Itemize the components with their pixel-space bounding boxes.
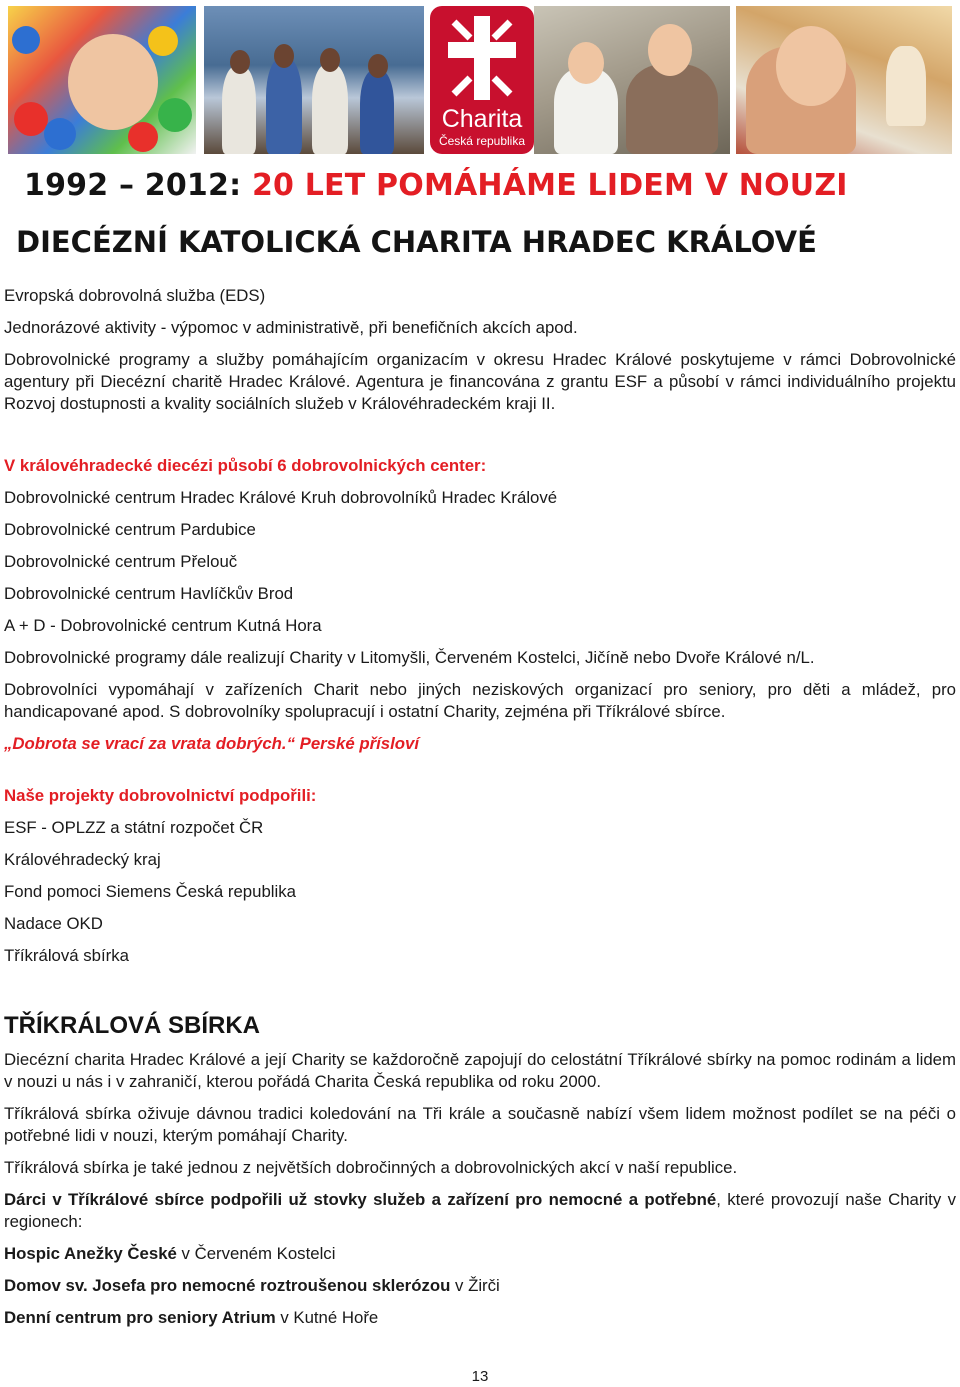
intro-line: Jednorázové aktivity - výpomoc v administrativě, při benefičních akcích apod. bbox=[4, 318, 578, 337]
facility-name: Domov sv. Josefa pro nemocné roztroušenou sklerózou bbox=[4, 1276, 451, 1295]
trikralova-paragraph: Tříkrálová sbírka je také jednou z největších dobročinných a dobrovolnických akcí v naší republice. bbox=[4, 1158, 738, 1177]
supporter-item: ESF - OPLZZ a státní rozpočet ČR bbox=[4, 818, 264, 837]
facility-name: Hospic Anežky České bbox=[4, 1244, 177, 1263]
logo-name: Charita bbox=[441, 105, 523, 133]
facility-name: Denní centrum pro seniory Atrium bbox=[4, 1308, 276, 1327]
center-item: Dobrovolnické centrum Havlíčkův Brod bbox=[4, 584, 294, 603]
trikralova-paragraph: Tříkrálová sbírka oživuje dávnou tradici koledování na Tři krále a současně nabízí všem lidem možnost podílet se na péči o potřebné lidi v nouzi, kterým pomáhají Charity. bbox=[4, 1104, 956, 1145]
headline-tagline: 20 LET POMÁHÁME LIDEM V NOUZI bbox=[251, 168, 848, 203]
intro-paragraph: Dobrovolnické programy a služby pomáhajícím organizacím v okresu Hradec Králové poskytujeme v rámci Dobrovolnické agentury při Diecézní charitě Hradec Králové. Agentura je financována z grantu ESF a působí v rámci individuálního projektu Rozvoj dostupnosti a kvality sociálních služeb v Královéhradeckém kraji II. bbox=[4, 350, 956, 413]
facility-item bbox=[4, 1243, 956, 1265]
facility-place: v Červeném Kostelci bbox=[176, 1244, 336, 1263]
photo-banner bbox=[8, 6, 952, 154]
center-item: Dobrovolnické centrum Přelouč bbox=[4, 552, 238, 571]
facility-item bbox=[4, 1307, 956, 1329]
facility-item bbox=[4, 1275, 956, 1297]
center-item: Dobrovolnické centrum Pardubice bbox=[4, 520, 256, 539]
headline-years: 1992 – 2012: bbox=[24, 168, 242, 203]
supporter-item: Fond pomoci Siemens Česká republika bbox=[4, 882, 296, 901]
centers-heading: V královéhradecké diecézi působí 6 dobrovolnických center: bbox=[4, 456, 487, 475]
centers-paragraph: Dobrovolnické programy dále realizují Charity v Litomyšli, Červeném Kostelci, Jičíně nebo Dvoře Králové n/L. bbox=[4, 648, 815, 667]
photo-child-ball-pit bbox=[8, 6, 196, 154]
centers-paragraph: Dobrovolníci vypomáhají v zařízeních Charit nebo jiných neziskových organizací pro seniory, pro děti a mládež, pro handicapované apod. S dobrovolníky spolupracují i ostatní Charity, zejména při Tříkrálové sbírce. bbox=[4, 680, 956, 721]
charita-cross-icon bbox=[444, 12, 520, 104]
trikralova-paragraph: Diecézní charita Hradec Králové a její Charity se každoročně zapojují do celostátní Tříkrálové sbírky na pomoc rodinám a lidem v nouzi u nás i v zahraničí, kterou pořádá Charita Česká republika od roku 2000. bbox=[4, 1050, 956, 1091]
facility-place: v Žirči bbox=[450, 1276, 500, 1295]
supporter-item: Královéhradecký kraj bbox=[4, 850, 161, 869]
trikralova-paragraph bbox=[4, 1189, 956, 1233]
supporters-heading: Naše projekty dobrovolnictví podpořili: bbox=[4, 786, 317, 805]
photo-elderly-man bbox=[534, 6, 730, 154]
charita-logo bbox=[430, 6, 534, 154]
section-title: TŘÍKRÁLOVÁ SBÍRKA bbox=[4, 1012, 260, 1039]
center-item: Dobrovolnické centrum Hradec Králové Kruh dobrovolníků Hradec Králové bbox=[4, 488, 558, 507]
photo-mother-child bbox=[736, 6, 952, 154]
headline bbox=[24, 166, 848, 206]
photo-children-school bbox=[204, 6, 424, 154]
supporter-item: Nadace OKD bbox=[4, 914, 103, 933]
donors-bold-text: Dárci v Tříkrálové sbírce podpořili už stovky služeb a zařízení pro nemocné a potřebné bbox=[4, 1190, 717, 1209]
page-number: 13 bbox=[471, 1368, 489, 1385]
organization-title: DIECÉZNÍ KATOLICKÁ CHARITA HRADEC KRÁLOVÉ bbox=[16, 225, 817, 259]
proverb-quote: „Dobrota se vrací za vrata dobrých.“ Perské přísloví bbox=[4, 734, 420, 753]
page-content bbox=[4, 285, 956, 1339]
intro-line: Evropská dobrovolná služba (EDS) bbox=[4, 286, 266, 305]
donors-rest-text: , které provozují naše Charity v regionech: bbox=[4, 1190, 956, 1231]
supporter-item: Tříkrálová sbírka bbox=[4, 946, 129, 965]
facility-place: v Kutné Hoře bbox=[275, 1308, 379, 1327]
logo-subtitle: Česká republika bbox=[438, 134, 526, 148]
center-item: A + D - Dobrovolnické centrum Kutná Hora bbox=[4, 616, 322, 635]
